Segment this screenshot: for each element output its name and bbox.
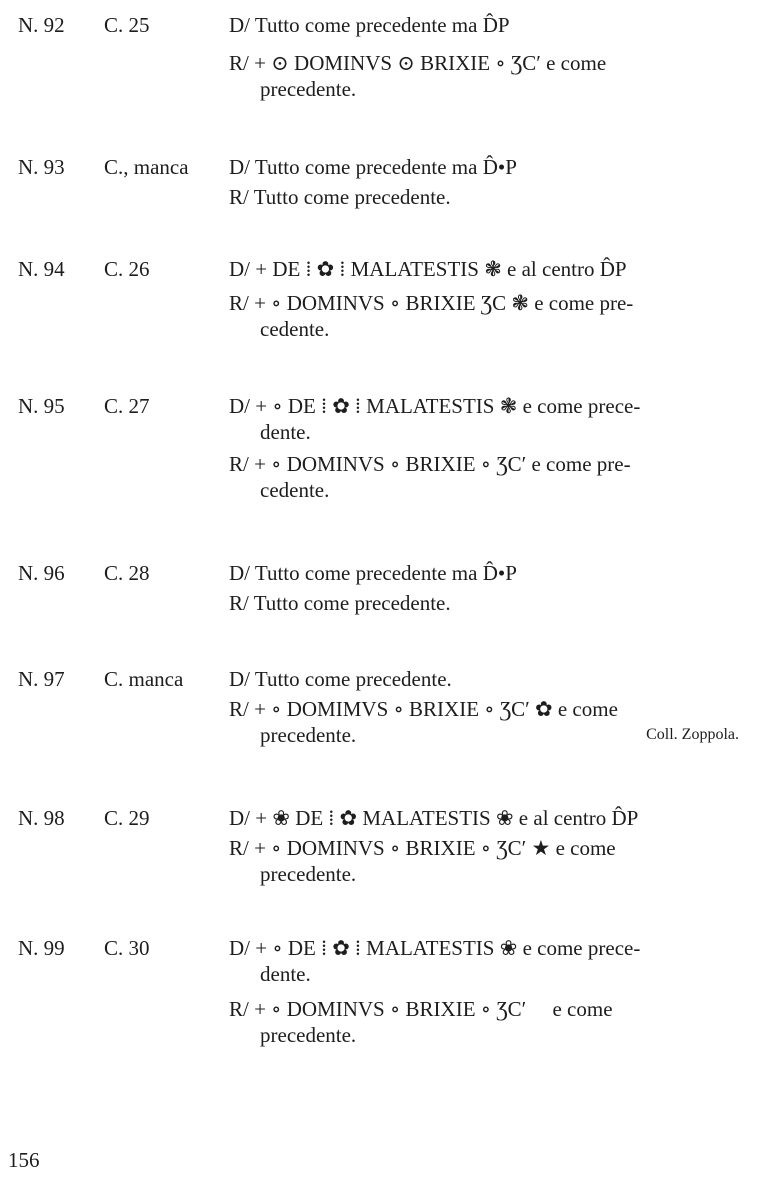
obverse-description — [229, 256, 739, 282]
reverse-description — [229, 184, 739, 210]
catalogue-reference: C. 28 — [104, 561, 150, 585]
reverse-continuation: cedente. — [260, 317, 330, 341]
page-number: 156 — [8, 1148, 40, 1172]
obverse-line: D/ + DE ⁞ ✿ ⁞ MALATESTIS ❃ e al centro D̂P — [229, 257, 627, 281]
obverse-description — [229, 805, 739, 831]
catalogue-reference: C. 26 — [104, 257, 150, 281]
collection-note: Coll. Zoppola. — [646, 726, 739, 743]
reverse-description — [229, 50, 739, 102]
obverse-line: D/ + ❀ DE ⁞ ✿ MALATESTIS ❀ e al centro D̂P — [229, 806, 639, 830]
reverse-description — [229, 835, 739, 887]
catalogue-reference: C., manca — [104, 155, 189, 179]
entry-number: N. 96 — [18, 561, 65, 585]
obverse-description — [229, 393, 739, 445]
reverse-description — [229, 996, 739, 1048]
reverse-line: R/ + ∘ DOMINVS ∘ BRIXIE ƷC ❃ e come pre- — [229, 291, 634, 315]
reverse-continuation: cedente. — [260, 478, 330, 502]
catalogue-reference: C. 25 — [104, 13, 150, 37]
obverse-description — [229, 154, 739, 180]
entry-number: N. 94 — [18, 257, 65, 281]
obverse-line: D/ + ∘ DE ⁞ ✿ ⁞ MALATESTIS ❀ e come prece- — [229, 936, 641, 960]
reverse-line: R/ + ∘ DOMINVS ∘ BRIXIE ∘ ƷC′ e come — [229, 997, 613, 1021]
entry-number: N. 95 — [18, 394, 65, 418]
obverse-line: D/ Tutto come precedente ma D̂•P — [229, 561, 517, 585]
reverse-line: R/ + ⊙ DOMINVS ⊙ BRIXIE ∘ ƷC′ e come — [229, 51, 607, 75]
obverse-description — [229, 560, 739, 586]
catalogue-reference: C. 29 — [104, 806, 150, 830]
entry-number: N. 99 — [18, 936, 65, 960]
reverse-continuation: precedente. — [260, 723, 357, 747]
obverse-description — [229, 12, 739, 38]
obverse-line: D/ + ∘ DE ⁞ ✿ ⁞ MALATESTIS ❃ e come prece- — [229, 394, 641, 418]
obverse-line: D/ Tutto come precedente. — [229, 667, 452, 691]
reverse-description — [229, 696, 739, 748]
obverse-continuation: dente. — [260, 420, 311, 444]
reverse-line: R/ + ∘ DOMINVS ∘ BRIXIE ∘ ƷC′ ★ e come — [229, 836, 616, 860]
reverse-continuation: precedente. — [260, 1023, 357, 1047]
reverse-description — [229, 451, 739, 503]
obverse-description — [229, 666, 739, 692]
reverse-continuation: precedente. — [260, 862, 357, 886]
obverse-line: D/ Tutto come precedente ma D̂•P — [229, 155, 517, 179]
reverse-description — [229, 590, 739, 616]
reverse-line: R/ Tutto come precedente. — [229, 185, 451, 209]
entry-number: N. 92 — [18, 13, 65, 37]
entry-number: N. 97 — [18, 667, 65, 691]
obverse-line: D/ Tutto come precedente ma D̂P — [229, 13, 510, 37]
catalogue-reference: C. 27 — [104, 394, 150, 418]
reverse-continuation: precedente. — [260, 77, 357, 101]
entry-number: N. 93 — [18, 155, 65, 179]
obverse-description — [229, 935, 739, 987]
obverse-continuation: dente. — [260, 962, 311, 986]
catalogue-reference: C. 30 — [104, 936, 150, 960]
reverse-description — [229, 290, 739, 342]
reverse-line: R/ + ∘ DOMIMVS ∘ BRIXIE ∘ ƷC′ ✿ e come — [229, 697, 618, 721]
reverse-line: R/ + ∘ DOMINVS ∘ BRIXIE ∘ ƷC′ e come pre- — [229, 452, 631, 476]
catalogue-reference: C. manca — [104, 667, 184, 691]
reverse-line: R/ Tutto come precedente. — [229, 591, 451, 615]
entry-number: N. 98 — [18, 806, 65, 830]
